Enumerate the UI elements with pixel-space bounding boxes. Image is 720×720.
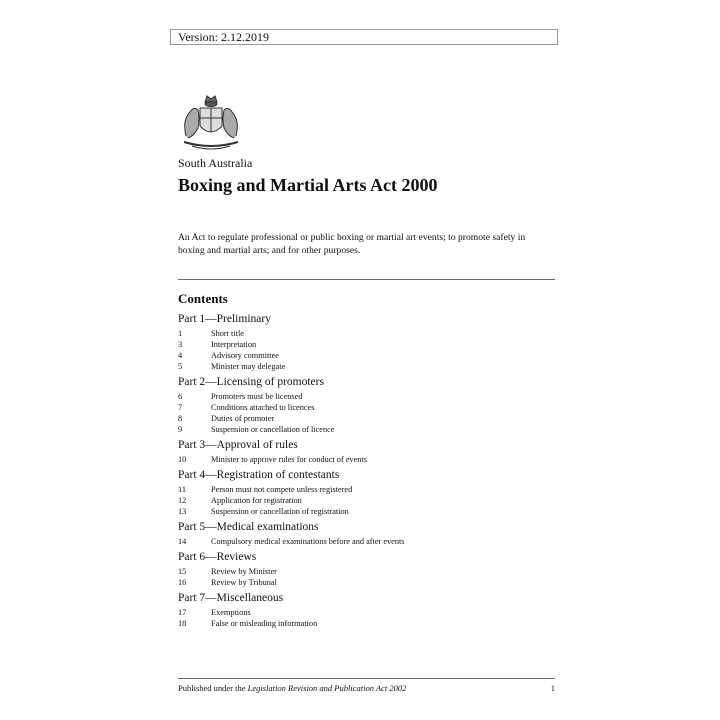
page-footer	[178, 683, 555, 693]
act-title: Boxing and Martial Arts Act 2000	[178, 175, 438, 195]
toc-section-item[interactable]	[178, 361, 555, 372]
toc-part	[178, 375, 555, 435]
toc-section-title: Suspension or cancellation of registration	[211, 507, 349, 516]
toc-section-title: Minister may delegate	[211, 362, 286, 371]
toc-section-item[interactable]	[178, 536, 555, 547]
toc-section-item[interactable]	[178, 506, 555, 517]
toc-section-title: Short title	[211, 329, 244, 338]
toc-section-number: 16	[178, 578, 187, 587]
toc-section-number: 11	[178, 485, 186, 494]
toc-section-item[interactable]	[178, 577, 555, 588]
toc-section-number: 4	[178, 351, 183, 360]
toc-section-title: Advisory committee	[211, 351, 279, 360]
toc-section-title: Compulsory medical examinations before and after events	[211, 537, 405, 546]
toc-section-item[interactable]	[178, 454, 555, 465]
toc-part-title[interactable]: Part 7—Miscellaneous	[178, 592, 284, 604]
toc-part-title[interactable]: Part 6—Reviews	[178, 551, 257, 563]
toc-section-number: 6	[178, 392, 183, 401]
toc-section-number: 7	[178, 403, 183, 412]
toc-section-item[interactable]	[178, 566, 555, 577]
toc-part-title[interactable]: Part 5—Medical examinations	[178, 521, 319, 533]
toc-section-item[interactable]	[178, 484, 555, 495]
toc-section-item[interactable]	[178, 339, 555, 350]
divider	[178, 279, 555, 280]
toc-section-number: 5	[178, 362, 183, 371]
toc-section-number: 17	[178, 608, 187, 617]
toc-section-title: Minister to approve rules for conduct of events	[211, 455, 367, 464]
publication-act: Legislation Revision and Publication Act 2002	[247, 683, 407, 693]
toc-section-item[interactable]	[178, 495, 555, 506]
toc-section-item[interactable]	[178, 607, 555, 618]
toc-section-title: Person must not compete unless registered	[211, 485, 353, 494]
contents-heading: Contents	[178, 291, 228, 306]
version-label: Version: 2.12.2019	[170, 29, 558, 45]
toc-section-item[interactable]	[178, 413, 555, 424]
toc-part	[178, 550, 555, 588]
toc-section-number: 14	[178, 537, 187, 546]
publication-prefix: Published under the	[178, 683, 248, 693]
toc-section-title: Exemptions	[211, 608, 251, 617]
toc-part	[178, 520, 555, 547]
toc-part	[178, 468, 555, 517]
toc-section-item[interactable]	[178, 402, 555, 413]
toc-section-number: 12	[178, 496, 187, 505]
toc-section-title: Suspension or cancellation of licence	[211, 425, 335, 434]
toc-section-title: Application for registration	[211, 496, 302, 505]
toc-section-number: 13	[178, 507, 187, 516]
toc-section-title: Review by Minister	[211, 567, 277, 576]
toc-section-number: 18	[178, 619, 187, 628]
toc-section-title: Conditions attached to licences	[211, 403, 315, 412]
toc-part	[178, 438, 555, 465]
toc-section-number: 15	[178, 567, 187, 576]
toc-part	[178, 591, 555, 629]
toc-section-title: Promoters must be licensed	[211, 392, 303, 401]
toc-section-item[interactable]	[178, 350, 555, 361]
toc-section-number: 9	[178, 425, 183, 434]
toc-section-number: 3	[178, 340, 183, 349]
toc-section-title: Review by Tribunal	[211, 578, 277, 587]
toc-section-number: 8	[178, 414, 183, 423]
toc-section-item[interactable]	[178, 618, 555, 629]
toc-part	[178, 312, 555, 372]
toc-part-title[interactable]: Part 3—Approval of rules	[178, 439, 298, 451]
page-number: 1	[550, 683, 555, 693]
toc-section-number: 1	[178, 329, 183, 338]
toc-section-number: 10	[178, 455, 187, 464]
long-title: An Act to regulate professional or public boxing or martial art events; to promote safety in boxing and martial arts; and for other purposes.	[178, 232, 526, 256]
table-of-contents	[178, 312, 555, 632]
toc-section-item[interactable]	[178, 391, 555, 402]
toc-part-title[interactable]: Part 4—Registration of contestants	[178, 469, 340, 481]
toc-section-item[interactable]	[178, 328, 555, 339]
publication-note	[178, 683, 406, 693]
toc-part-title[interactable]: Part 2—Licensing of promoters	[178, 376, 324, 388]
toc-section-title: Duties of promoter	[211, 414, 275, 423]
toc-part-title[interactable]: Part 1—Preliminary	[178, 313, 271, 325]
jurisdiction-label: South Australia	[178, 156, 253, 170]
toc-section-item[interactable]	[178, 424, 555, 435]
toc-section-title: False or misleading information	[211, 619, 318, 628]
footer-divider	[178, 678, 555, 679]
coat-of-arms-icon	[178, 92, 244, 154]
toc-section-title: Interpretation	[211, 340, 257, 349]
